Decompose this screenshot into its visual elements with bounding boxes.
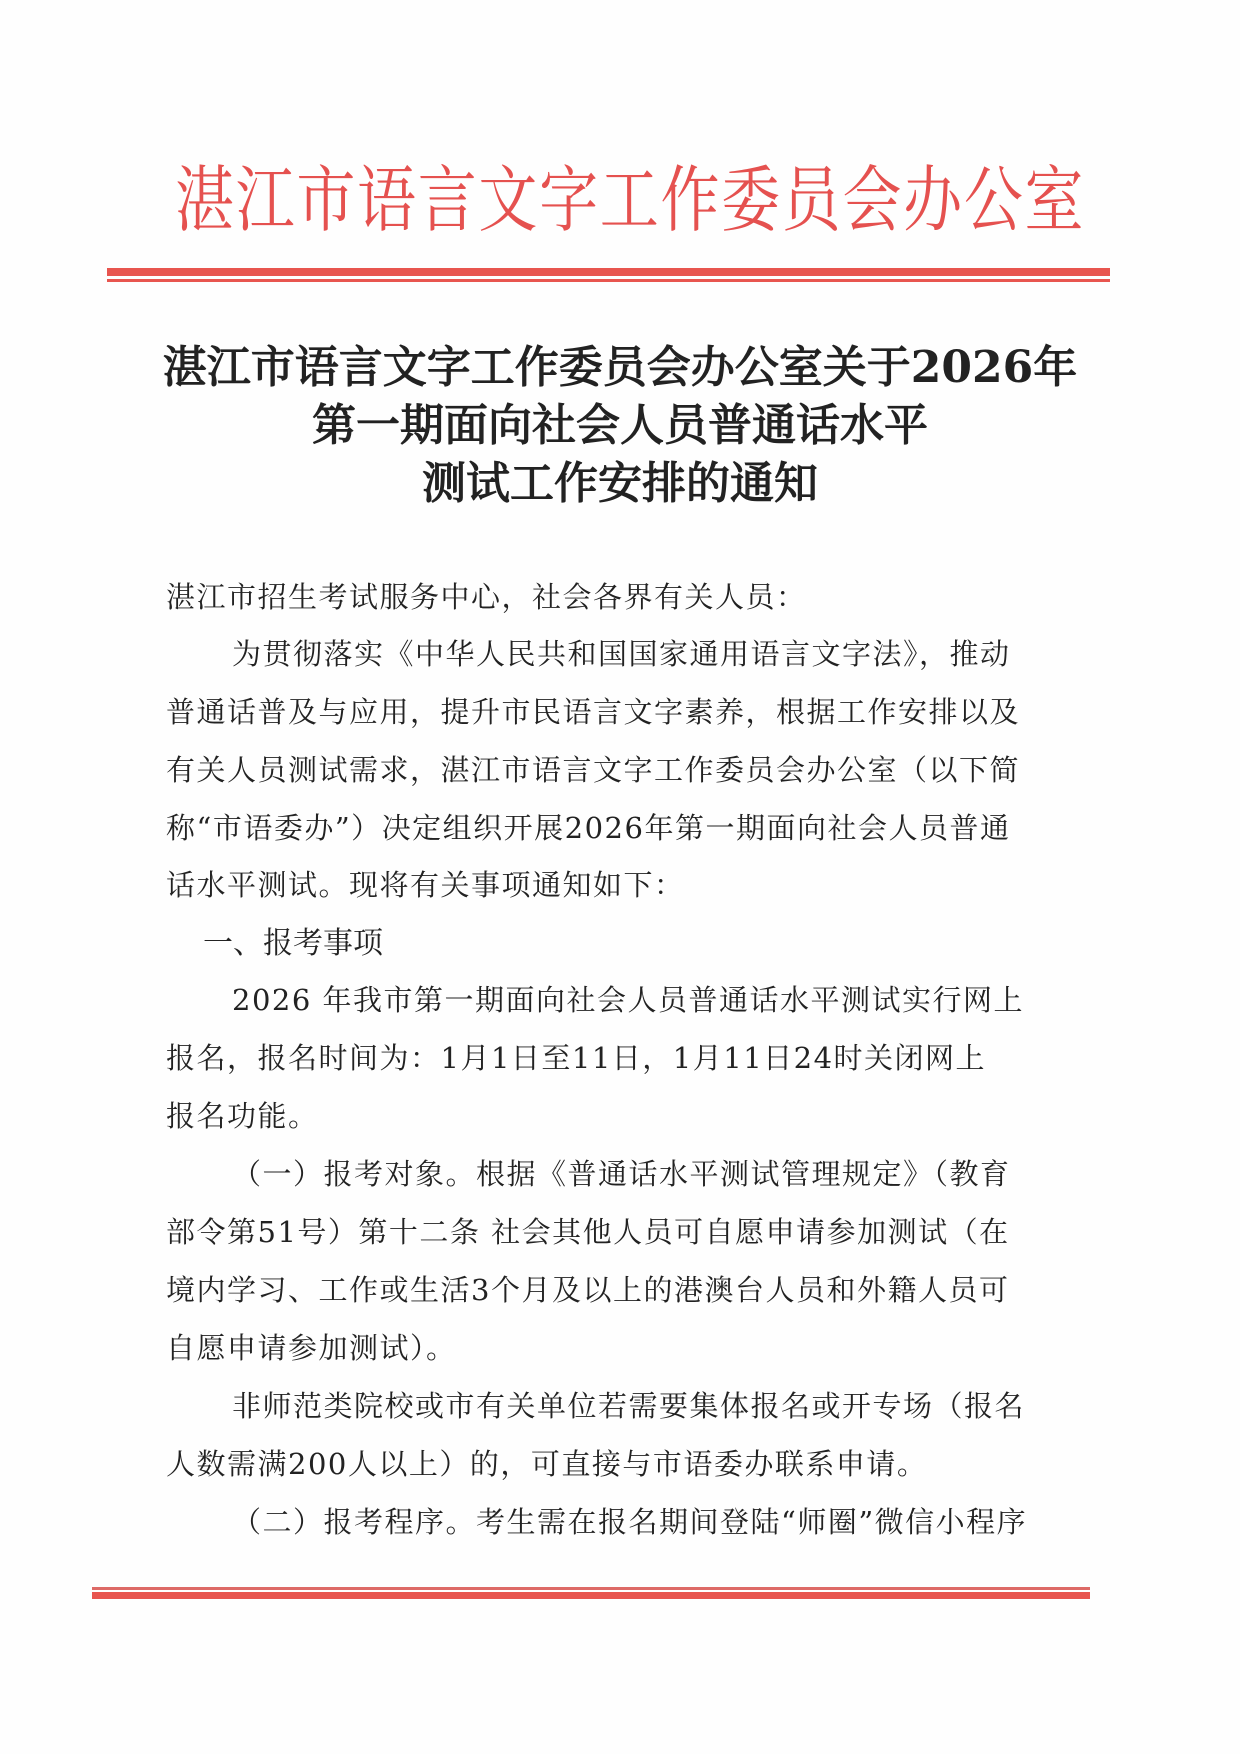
paragraph-line: 有关人员测试需求，湛江市语言文字工作委员会办公室（以下简	[166, 753, 1021, 787]
document-title-line-2: 第一期面向社会人员普通话水平	[312, 400, 928, 451]
paragraph-line: 部令第51号）第十二条 社会其他人员可自愿申请参加测试（在	[166, 1215, 1010, 1249]
salutation: 湛江市招生考试服务中心，社会各界有关人员：	[166, 580, 807, 614]
paragraph-line: （二）报考程序。考生需在报名期间登陆“师圈”微信小程序	[232, 1505, 1028, 1539]
document-title-line-1: 湛江市语言文字工作委员会办公室关于2026年	[162, 342, 1078, 393]
paragraph-line: 称“市语委办”）决定组织开展2026年第一期面向社会人员普通	[166, 811, 1011, 845]
letterhead-rule-thick	[107, 268, 1110, 276]
paragraph-line: 境内学习、工作或生活3个月及以上的港澳台人员和外籍人员可	[166, 1273, 1010, 1307]
letterhead-rule-thin	[107, 279, 1110, 282]
document-title-line-3: 测试工作安排的通知	[422, 458, 818, 509]
paragraph-line: 报名功能。	[166, 1099, 319, 1133]
paragraph-line: 2026 年我市第一期面向社会人员普通话水平测试实行网上	[232, 983, 1025, 1017]
paragraph-line: 普通话普及与应用，提升市民语言文字素养，根据工作安排以及	[166, 695, 1021, 729]
letterhead-org-name: 湛江市语言文字工作委员会办公室	[175, 158, 1086, 242]
footer-rule-thick	[92, 1592, 1090, 1599]
paragraph-line: 为贯彻落实《中华人民共和国国家通用语言文字法》，推动	[232, 637, 1011, 671]
paragraph-line: 人数需满200人以上）的，可直接与市语委办联系申请。	[166, 1447, 928, 1481]
paragraph-line: （一）报考对象。根据《普通话水平测试管理规定》（教育	[232, 1157, 1011, 1191]
paragraph-line: 报名，报名时间为：1月1日至11日，1月11日24时关闭网上	[166, 1041, 987, 1075]
footer-rule-thin	[92, 1587, 1090, 1590]
section-heading-1: 一、报考事项	[203, 926, 383, 961]
paragraph-line: 自愿申请参加测试）。	[166, 1331, 457, 1365]
paragraph-line: 话水平测试。现将有关事项通知如下：	[166, 868, 685, 902]
paragraph-line: 非师范类院校或市有关单位若需要集体报名或开专场（报名	[232, 1389, 1026, 1423]
